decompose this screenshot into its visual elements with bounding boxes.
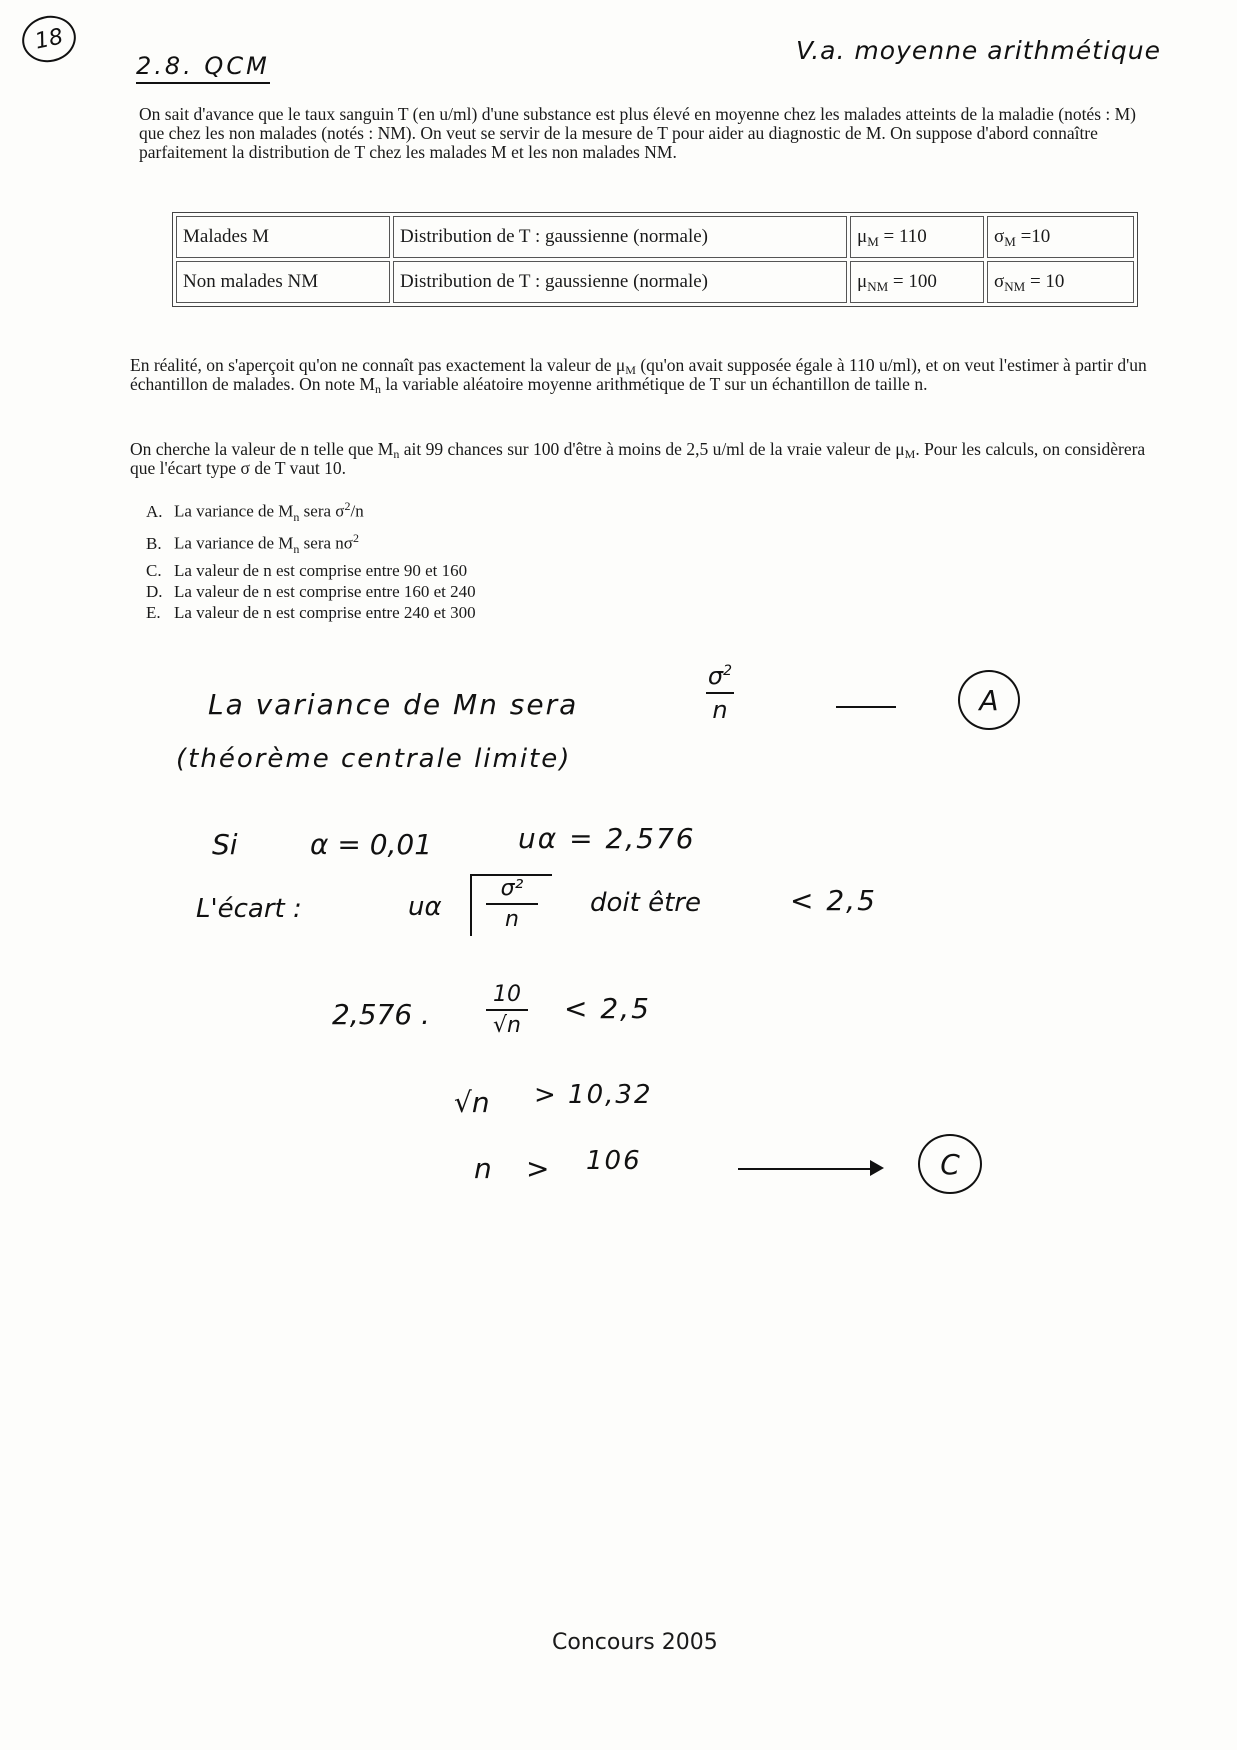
handwritten-ecart-label: L'écart : — [196, 894, 302, 924]
handwritten-si: Si — [212, 828, 238, 861]
arrow-head-icon — [870, 1160, 884, 1176]
table-row — [176, 216, 1134, 258]
exercise-heading: 2.8. QCM — [136, 52, 270, 84]
handwritten-eq3-n: n — [474, 1152, 492, 1185]
handwritten-fraction: $\sigma^2$ n — [707, 662, 733, 724]
sigma-cell: $\sigma_M =10$ — [987, 216, 1134, 258]
intro-paragraph: On sait d'avance que le taux sanguin T (en u/ml) d'une substance est plus élevé en moyenne chez les malades atteints de la maladie (notés : M) que chez les non malades (notés : NM). On veut se servir de la mesure de T pour aider au diagnostic de M. On suppose d'abord connaître parfaitement la distribution de T chez les malades M et les non malades NM. — [139, 104, 1137, 162]
handwritten-eq2-left: √n — [454, 1086, 490, 1119]
option-item: A. La variance de $M_n$ sera $\sigma^2/n$ — [146, 499, 364, 525]
topic-note: V.a. moyenne arithmétique — [796, 36, 1162, 65]
handwritten-line-variance: La variance de Mn sera — [208, 688, 579, 721]
handwritten-alpha: α = 0,01 — [310, 828, 433, 861]
handwritten-line-theorem: (théorème centrale limite) — [176, 744, 572, 774]
page-number-badge — [18, 11, 80, 67]
mu-cell: $\mu_M = 110$ — [850, 216, 984, 258]
option-item: D. La valeur de n est comprise entre 160 et 240 — [146, 582, 476, 602]
question-paragraph: On cherche la valeur de n telle que $M_n$ ait 99 chances sur 100 d'être à moins de 2,5 u/ml de la vraie valeur de $\mu_M$. Pour les calculs, on considèrera que l'écart type σ de T vaut 10. — [130, 439, 1146, 478]
option-item: C. La valeur de n est comprise entre 90 et 160 — [146, 561, 468, 581]
mu-cell: $\mu_{NM} = 100$ — [850, 261, 984, 303]
handwritten-sqrt: σ² n — [470, 874, 552, 936]
distribution-table — [172, 212, 1138, 307]
table-row — [176, 261, 1134, 303]
sigma-cell: $\sigma_{NM} = 10$ — [987, 261, 1134, 303]
handwritten-eq1-left: 2,576 . — [332, 998, 430, 1031]
handwritten-eq3-value: 106 — [586, 1146, 642, 1176]
estimation-paragraph: En réalité, on s'aperçoit qu'on ne connaît pas exactement la valeur de $\mu_M$ (qu'on avait supposée égale à 110 u/ml), et on veut l'estimer à partir d'un échantillon de malades. On note $M_n$ la variable aléatoire moyenne arithmétique de T sur un échantillon de taille n. — [130, 355, 1147, 396]
answer-options — [146, 496, 476, 623]
handwritten-eq2-right: > 10,32 — [534, 1080, 653, 1110]
option-item: B. La variance de $M_n$ sera $n\sigma^2$ — [146, 531, 359, 557]
handwritten-eq3-gt: > — [526, 1152, 550, 1185]
handwritten-u-alpha: uα = 2,576 — [518, 822, 696, 855]
distribution-cell: Distribution de T : gaussienne (normale) — [393, 216, 847, 258]
footer-label: Concours 2005 — [552, 1630, 718, 1655]
handwritten-eq1-right: < 2,5 — [564, 992, 651, 1025]
arrow-icon — [738, 1168, 878, 1170]
arrow-icon — [836, 706, 896, 708]
page-number: 18 — [32, 23, 66, 55]
group-cell: Non malades NM — [176, 261, 390, 303]
handwritten-ineq-25: < 2,5 — [790, 884, 877, 917]
answer-circle-c: C — [918, 1134, 982, 1194]
handwritten-ecart-u: uα — [408, 892, 442, 922]
option-item: E. La valeur de n est comprise entre 240 et 300 — [146, 603, 476, 623]
group-cell: Malades M — [176, 216, 390, 258]
handwritten-eq1-fraction: 10 √n — [482, 982, 532, 1038]
answer-circle-a: A — [958, 670, 1020, 730]
handwritten-doit-etre: doit être — [590, 888, 701, 918]
distribution-cell: Distribution de T : gaussienne (normale) — [393, 261, 847, 303]
